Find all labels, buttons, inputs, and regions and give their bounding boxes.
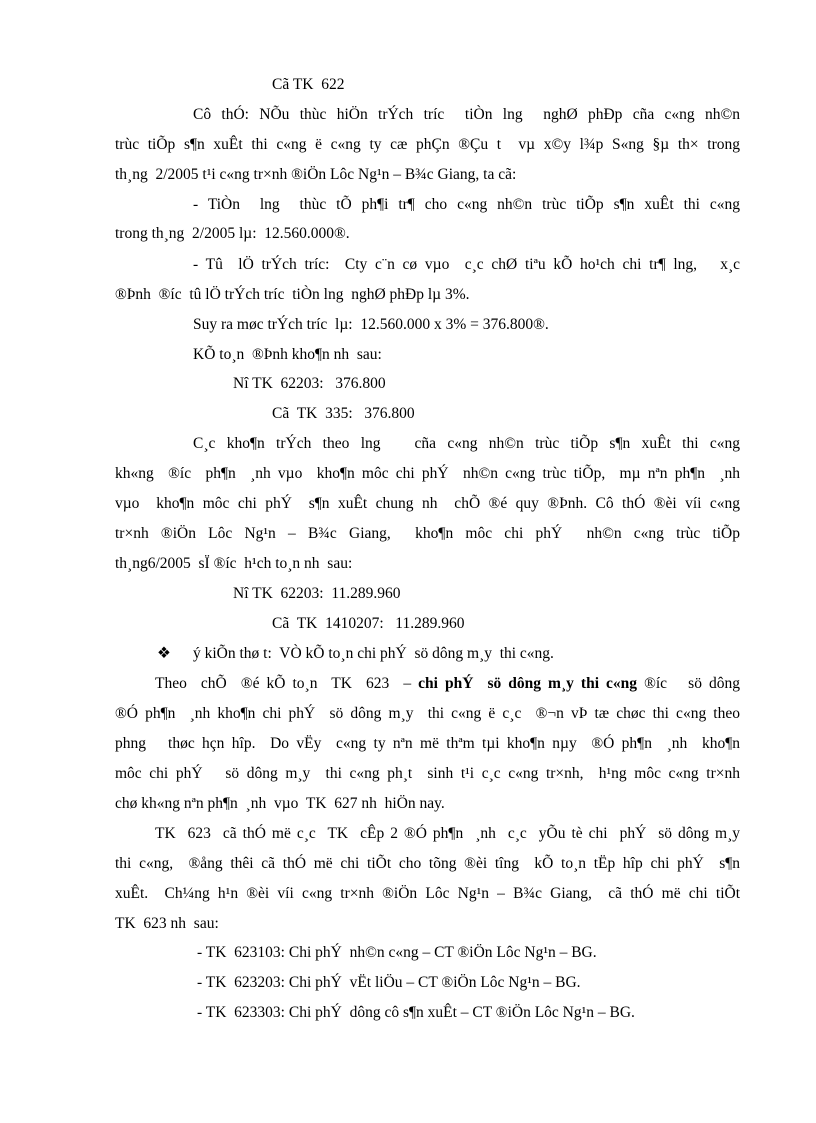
account-list-item: - TK 623303: Chi phÝ dông cô s¶n xuÊt – CT ®iÖn Lôc Ng¹n – BG. xyxy=(197,1004,635,1021)
journal-entry-debit: Nî TK 62203: 376.800 xyxy=(233,375,386,392)
text-line: thi c«ng, ®ång thêi cã thÓ më chi tiÕt cho tõng ®èi tîng kÕ to¸n tËp hîp chi phÝ s¶n xyxy=(115,855,740,872)
account-list-item: - TK 623103: Chi phÝ nh©n c«ng – CT ®iÖn Lôc Ng¹n – BG. xyxy=(197,944,597,961)
text-line: - Tû lÖ trÝch tríc: Cty c¨n cø vµo c¸c chØ tiªu kÕ ho¹ch chi tr¶ lng, x¸c xyxy=(193,256,740,273)
account-list-item: - TK 623203: Chi phÝ vËt liÖu – CT ®iÖn Lôc Ng¹n – BG. xyxy=(197,974,581,991)
text-line: trùc tiÕp s¶n xuÊt thi c«ng ë c«ng ty cæ phÇn ®Çu t vµ x©y l¾p S«ng §µ th× trong xyxy=(115,136,740,153)
text-line: vµo kho¶n môc chi phÝ s¶n xuÊt chung nh chÕ ®é quy ®Þnh. Cô thÓ ®èi víi c«ng xyxy=(115,495,740,512)
text-line: ®Þnh ®íc tû lÖ trÝch tríc tiÒn lng nghØ phÐp lµ 3%. xyxy=(115,286,470,303)
text-line: chø kh«ng nªn ph¶n ¸nh vµo TK 627 nh hiÖn nay. xyxy=(115,795,445,812)
text-line: th¸ng6/2005 sÏ ®íc h¹ch to¸n nh sau: xyxy=(115,555,353,572)
journal-entry-debit: Nî TK 62203: 11.289.960 xyxy=(233,585,401,602)
text-line: phng thøc hçn hîp. Do vËy c«ng ty nªn më thªm tµi kho¶n nµy ®Ó ph¶n ¸nh kho¶n xyxy=(115,735,740,752)
text-line: TK 623 cã thÓ më c¸c TK cÊp 2 ®Ó ph¶n ¸nh c¸c yÕu tè chi phÝ sö dông m¸y xyxy=(155,825,740,842)
journal-entry-credit: Cã TK 1410207: 11.289.960 xyxy=(272,615,465,632)
text-line: Cã TK 622 xyxy=(272,76,345,93)
text-line: C¸c kho¶n trÝch theo lng cña c«ng nh©n trùc tiÕp s¶n xuÊt thi c«ng xyxy=(193,435,740,452)
text-line: trong th¸ng 2/2005 lµ: 12.560.000®. xyxy=(115,225,350,242)
diamond-bullet-icon: ❖ xyxy=(157,645,171,662)
text-line: tr×nh ®iÖn Lôc Ng¹n – B¾c Giang, kho¶n môc chi phÝ nh©n c«ng trùc tiÕp xyxy=(115,525,740,542)
journal-entry-credit: Cã TK 335: 376.800 xyxy=(272,405,415,422)
text-line: xuÊt. Ch¼ng h¹n ®èi víi c«ng tr×nh ®iÖn Lôc Ng¹n – B¾c Giang, cã thÓ më chi tiÕt xyxy=(115,885,740,902)
text-line: TK 623 nh sau: xyxy=(115,915,219,932)
text-line: ®Ó ph¶n ¸nh kho¶n chi phÝ sö dông m¸y thi c«ng ë c¸c ®¬n vÞ tæ chøc thi c«ng theo xyxy=(115,705,740,722)
text-line: KÕ to¸n ®Þnh kho¶n nh sau: xyxy=(193,346,382,363)
text-line: - TiÒn lng thùc tÕ ph¶i tr¶ cho c«ng nh©n trùc tiÕp s¶n xuÊt thi c«ng xyxy=(193,196,740,213)
text-line: th¸ng 2/2005 t¹i c«ng tr×nh ®iÖn Lôc Ng¹n – B¾c Giang, ta cã: xyxy=(115,166,517,183)
text-line: kh«ng ®íc ph¶n ¸nh vµo kho¶n môc chi phÝ nh©n c«ng trùc tiÕp, mµ nªn ph¶n ¸nh xyxy=(115,465,740,482)
bold-term: chi phÝ sö dông m¸y thi c«ng xyxy=(418,675,638,692)
section-heading: ý kiÕn thø t: VÒ kÕ to¸n chi phÝ sö dông m¸y thi c«ng. xyxy=(193,645,554,662)
text-line: Suy ra møc trÝch tríc lµ: 12.560.000 x 3% = 376.800®. xyxy=(193,316,549,333)
text-line: Theo chÕ ®é kÕ to¸n TK 623 – chi phÝ sö dông m¸y thi c«ng ®íc sö dông xyxy=(155,675,740,692)
text-line: Cô thÓ: NÕu thùc hiÖn trÝch tríc tiÒn lng nghØ phÐp cña c«ng nh©n xyxy=(193,106,740,123)
text-line: môc chi phÝ sö dông m¸y thi c«ng ph¸t sinh t¹i c¸c c«ng tr×nh, h¹ng môc c«ng tr×nh xyxy=(115,765,740,782)
